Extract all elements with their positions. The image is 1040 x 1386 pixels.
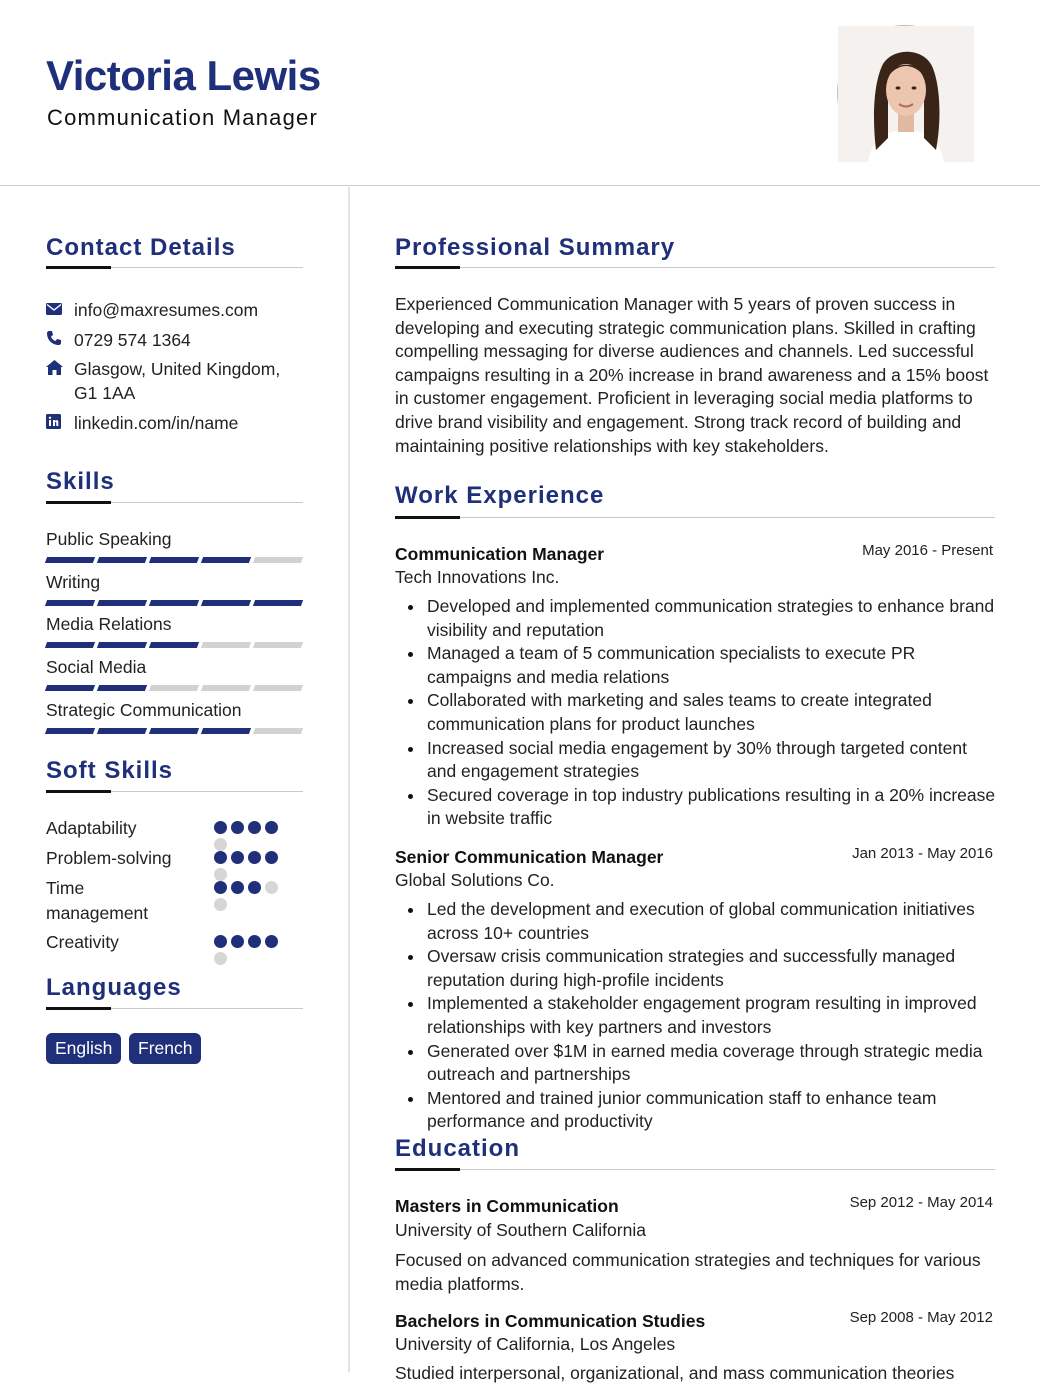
language-badge-english: English	[46, 1033, 121, 1064]
degree-description: Focused on advanced communication strategies and techniques for various media platforms.	[395, 1250, 981, 1294]
degree-dates: Sep 2012 - May 2014	[849, 1194, 993, 1211]
job-bullet: Implemented a stakeholder engagement program resulting in improved relationships with key partners and investors	[427, 992, 997, 1039]
job-title: Communication Manager	[395, 544, 605, 564]
experience-rule	[395, 517, 995, 518]
skill-label: Strategic Communication	[46, 700, 242, 720]
soft-skill-rating	[214, 851, 294, 881]
degree-dates: Sep 2008 - May 2012	[849, 1309, 993, 1326]
experience-heading: Work Experience	[395, 482, 605, 509]
skill-level-segment	[45, 685, 95, 691]
email-text: info@maxresumes.com	[74, 300, 259, 320]
address-text	[74, 357, 280, 405]
contact-phone[interactable]	[46, 328, 191, 352]
soft-skill-rating	[214, 935, 294, 965]
rating-dot	[231, 881, 244, 894]
job-bullet: Collaborated with marketing and sales teams to create integrated communication plans for product launches	[427, 689, 997, 736]
skill-label: Public Speaking	[46, 529, 172, 549]
address-line-2: G1 1AA	[74, 383, 136, 403]
contact-address	[46, 357, 280, 405]
degree-title: Masters in Communication	[395, 1196, 619, 1216]
contact-linkedin[interactable]	[46, 411, 238, 435]
skill-level-bar	[46, 600, 302, 606]
portrait-image	[838, 26, 974, 162]
rating-dot	[248, 821, 261, 834]
linkedin-icon	[46, 411, 74, 434]
rating-dot	[214, 935, 227, 948]
rating-dot	[214, 898, 227, 911]
skill-label: Media Relations	[46, 614, 172, 634]
skill-label: Social Media	[46, 657, 147, 677]
rating-dot	[214, 851, 227, 864]
summary-text: Experienced Communication Manager with 5 years of proven success in developing and executing strategic communication plans. Skilled in crafting compelling messaging for diverse audiences and channels. Led successful campaigns resulting in a 20% increase in brand awareness and a 15% boost in customer engagement. Proficient in leveraging social media platforms to drive brand visibility and engagement. Strong track record of building and maintaining positive relationships with key stakeholders.	[395, 294, 989, 456]
soft-skill-rating	[214, 881, 294, 911]
job-bullets	[427, 595, 997, 831]
skill-level-segment	[149, 728, 199, 734]
skill-level-segment	[97, 557, 147, 563]
skill-level-segment	[201, 600, 251, 606]
resume-header	[0, 0, 1040, 186]
rating-dot	[214, 881, 227, 894]
degree-title: Bachelors in Communication Studies	[395, 1311, 706, 1331]
skill-level-bar	[46, 642, 302, 648]
job-bullet: Developed and implemented communication strategies to enhance brand visibility and reputation	[427, 595, 997, 642]
job-bullets	[427, 898, 997, 1134]
job-bullet: Secured coverage in top industry publications resulting in a 20% increase in website traffic	[427, 784, 997, 831]
skill-level-segment	[45, 600, 95, 606]
soft-skills-rule	[46, 791, 303, 792]
skill-level-segment	[201, 642, 251, 648]
skill-level-segment	[149, 600, 199, 606]
languages-heading: Languages	[46, 974, 182, 1001]
rating-dot	[231, 821, 244, 834]
job-company: Global Solutions Co.	[395, 870, 555, 890]
rating-dot	[214, 838, 227, 851]
rating-dot	[248, 935, 261, 948]
soft-skills-heading: Soft Skills	[46, 757, 174, 784]
skill-level-segment	[201, 728, 251, 734]
skill-level-segment	[201, 557, 251, 563]
skill-level-segment	[97, 600, 147, 606]
rating-dot	[214, 821, 227, 834]
candidate-title: Communication Manager	[47, 105, 318, 130]
job-title: Senior Communication Manager	[395, 847, 664, 867]
education-rule	[395, 1169, 995, 1170]
rating-dot	[265, 881, 278, 894]
skill-level-bar	[46, 557, 302, 563]
job-company: Tech Innovations Inc.	[395, 567, 560, 587]
job-bullet: Generated over $1M in earned media coverage through strategic media outreach and partnerships	[427, 1040, 997, 1087]
skill-level-segment	[45, 557, 95, 563]
skill-level-segment	[253, 642, 303, 648]
language-badge-french: French	[129, 1033, 201, 1064]
job-bullet: Managed a team of 5 communication specialists to execute PR campaigns and media relations	[427, 642, 997, 689]
rating-dot	[265, 935, 278, 948]
job-dates: Jan 2013 - May 2016	[852, 845, 993, 862]
degree-school: University of California, Los Angeles	[395, 1334, 676, 1354]
degree-school: University of Southern California	[395, 1220, 646, 1240]
skill-level-segment	[253, 685, 303, 691]
column-divider	[348, 187, 350, 1372]
skill-level-segment	[149, 685, 199, 691]
rating-dot	[231, 851, 244, 864]
soft-skill-label: Creativity	[46, 932, 119, 952]
contact-heading: Contact Details	[46, 234, 236, 261]
skills-rule	[46, 502, 303, 503]
rating-dot	[214, 868, 227, 881]
languages-rule	[46, 1008, 303, 1009]
skill-level-segment	[253, 600, 303, 606]
job-bullet: Oversaw crisis communication strategies and successfully managed reputation during high-profile incidents	[427, 945, 997, 992]
skill-label: Writing	[46, 572, 101, 592]
job-dates: May 2016 - Present	[862, 542, 993, 559]
skill-level-segment	[253, 557, 303, 563]
summary-heading: Professional Summary	[395, 234, 676, 261]
rating-dot	[265, 821, 278, 834]
address-line-1: Glasgow, United Kingdom,	[74, 359, 281, 379]
summary-rule	[395, 267, 995, 268]
profile-photo	[837, 25, 973, 161]
skill-level-bar	[46, 685, 302, 691]
skill-level-segment	[253, 728, 303, 734]
job-bullet: Mentored and trained junior communication staff to enhance team performance and productivity	[427, 1087, 997, 1134]
soft-skill-rating	[214, 821, 294, 851]
job-bullet: Led the development and execution of global communication initiatives across 10+ countries	[427, 898, 997, 945]
rating-dot	[231, 935, 244, 948]
skill-level-segment	[97, 685, 147, 691]
contact-email[interactable]	[46, 298, 258, 322]
skill-level-bar	[46, 728, 302, 734]
rating-dot	[265, 851, 278, 864]
phone-icon	[46, 328, 74, 351]
skill-level-segment	[201, 685, 251, 691]
envelope-icon	[46, 298, 74, 321]
rating-dot	[248, 881, 261, 894]
contact-rule	[46, 267, 303, 268]
candidate-name: Victoria Lewis	[46, 52, 321, 99]
degree-description: Studied interpersonal, organizational, and mass communication theories	[395, 1363, 955, 1383]
soft-skill-label: Adaptability	[46, 818, 137, 838]
skill-level-segment	[149, 557, 199, 563]
linkedin-text: linkedin.com/in/name	[74, 413, 239, 433]
phone-text: 0729 574 1364	[74, 330, 191, 350]
skill-level-segment	[149, 642, 199, 648]
soft-skill-label: Time management	[46, 878, 149, 923]
skill-level-segment	[45, 728, 95, 734]
home-icon	[46, 357, 74, 380]
job-bullet: Increased social media engagement by 30% through targeted content and engagement strategies	[427, 737, 997, 784]
rating-dot	[214, 952, 227, 965]
skill-level-segment	[97, 642, 147, 648]
skill-level-segment	[97, 728, 147, 734]
skill-level-segment	[45, 642, 95, 648]
education-heading: Education	[395, 1135, 521, 1162]
soft-skill-label: Problem-solving	[46, 848, 172, 868]
rating-dot	[248, 851, 261, 864]
skills-heading: Skills	[46, 468, 115, 495]
